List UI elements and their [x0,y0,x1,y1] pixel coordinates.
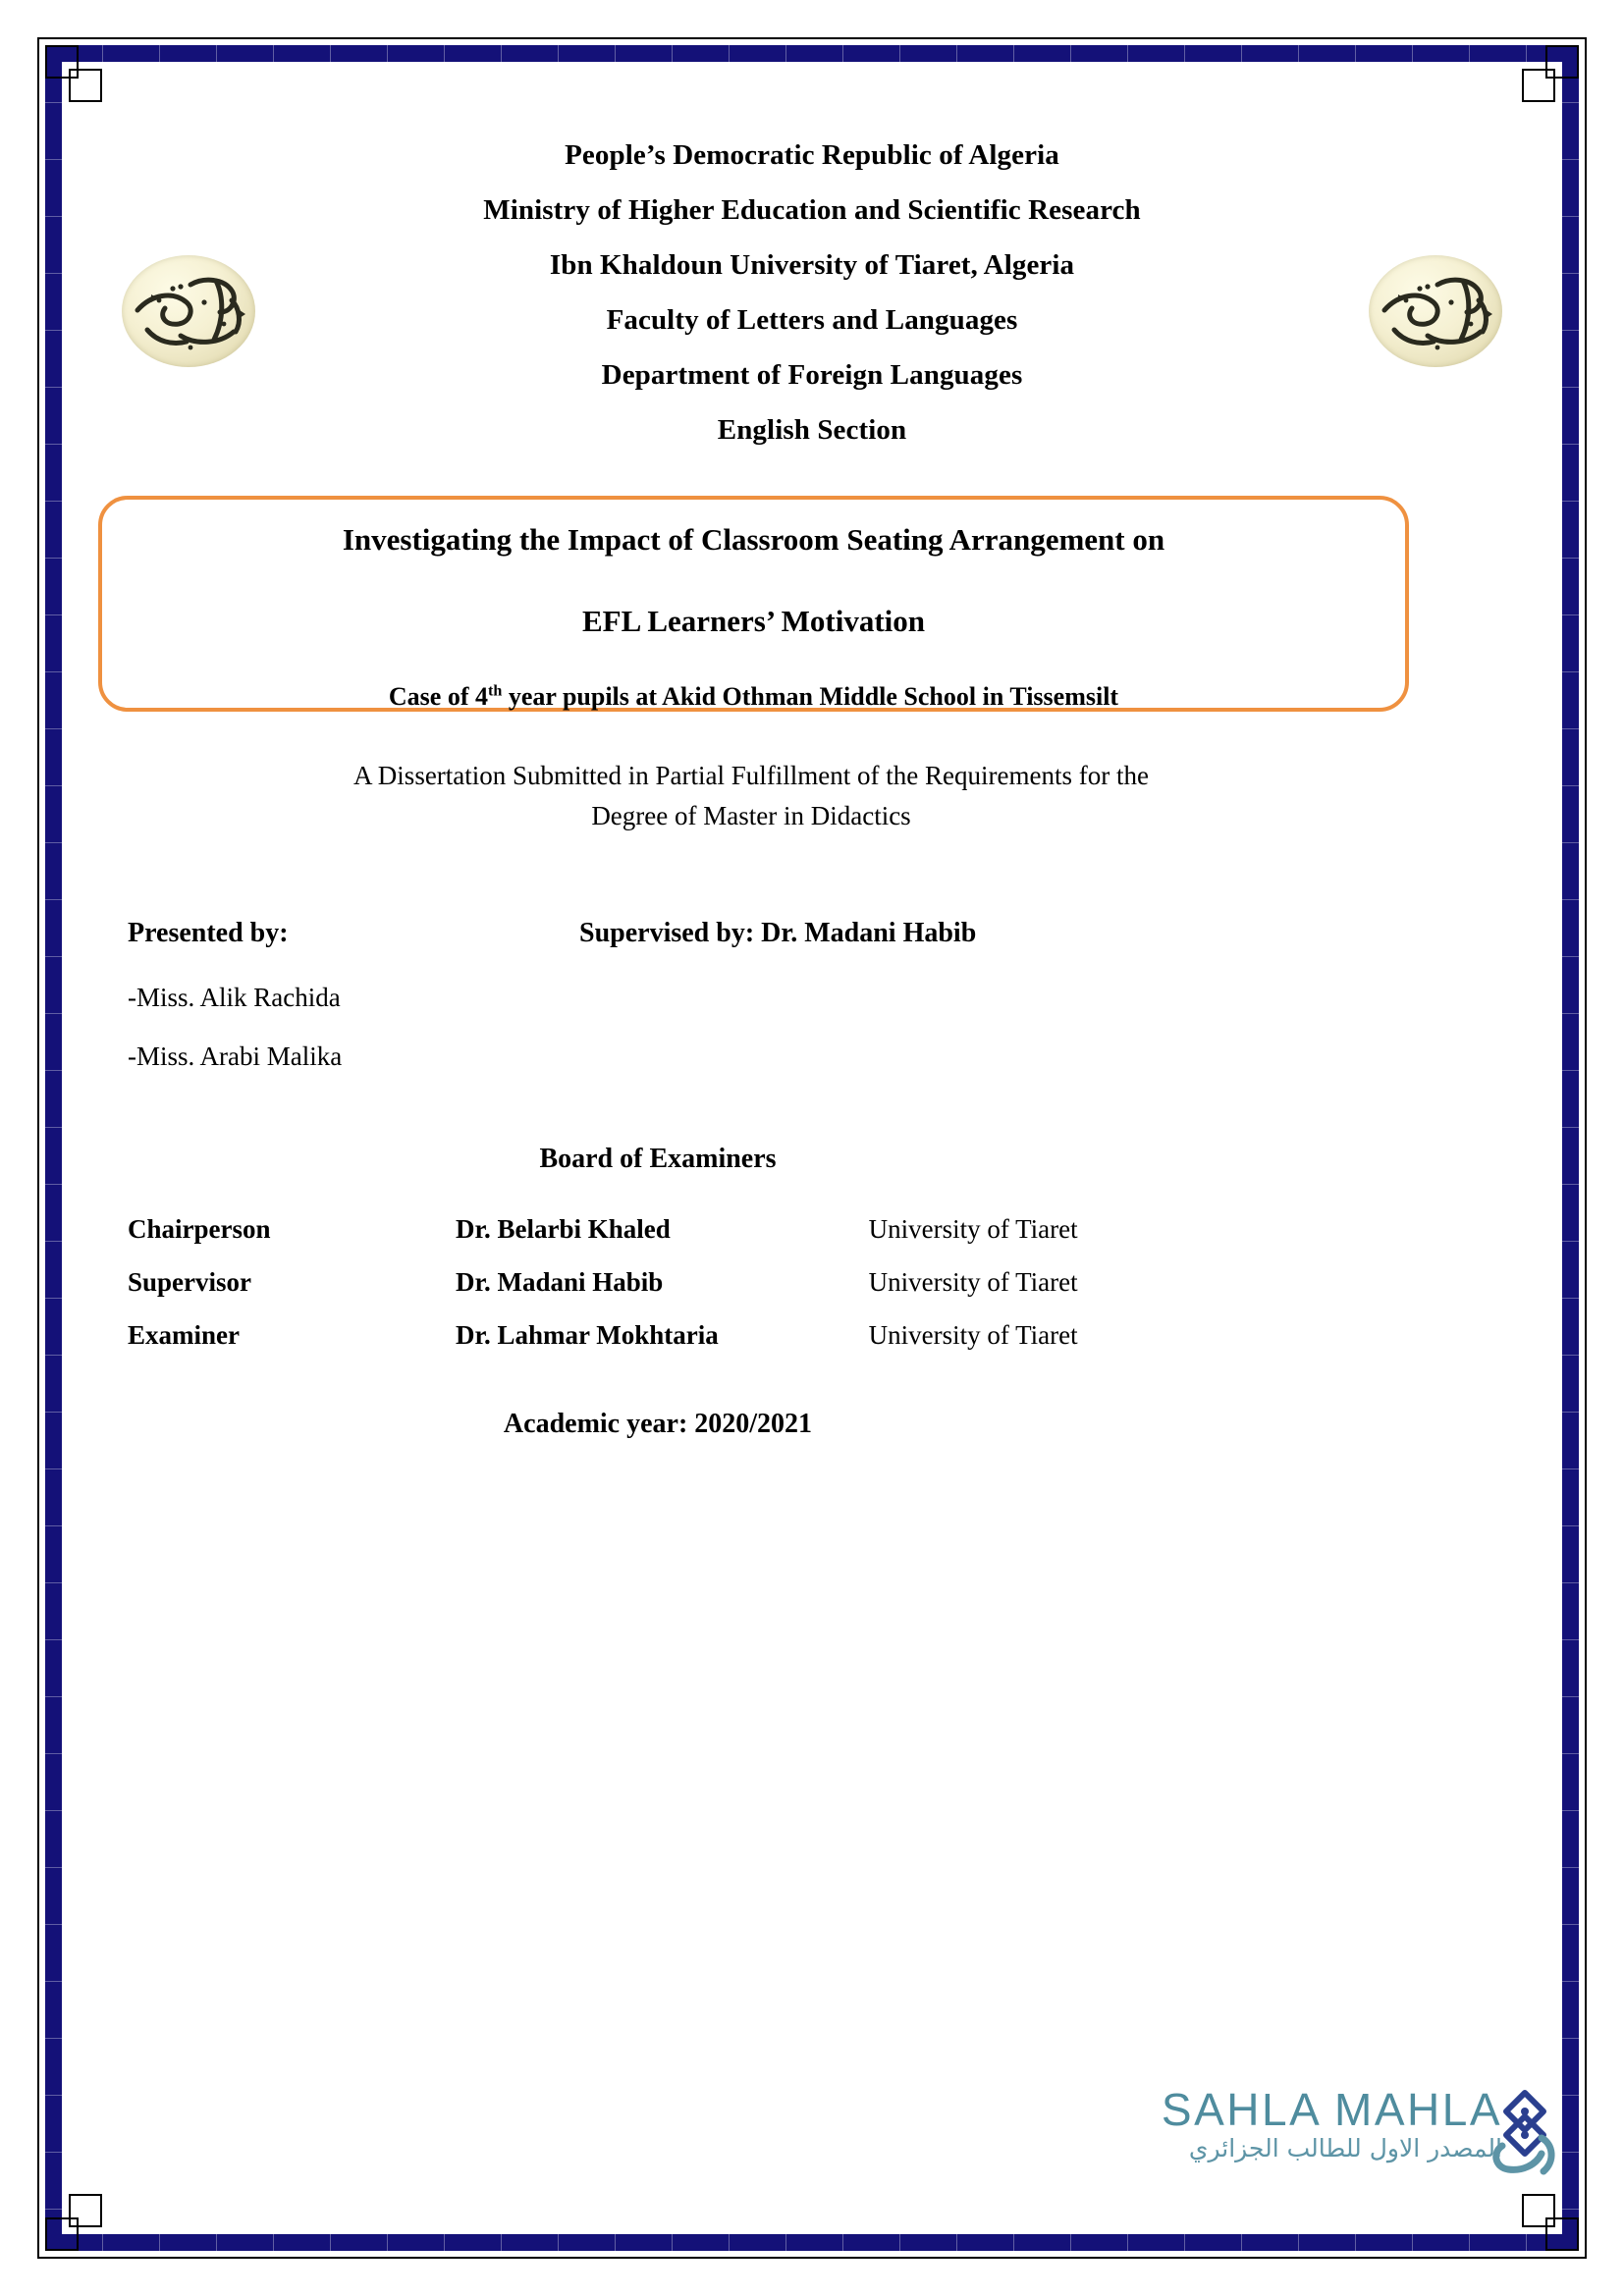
board-name-supervisor: Dr. Madani Habib [456,1266,664,1297]
student-name-2: -Miss. Arabi Malika [128,1041,343,1071]
header-line-department: Department of Foreign Languages [601,359,1023,391]
header-line-ministry: Ministry of Higher Education and Scientific Research [483,194,1141,226]
board-affiliation-examiner: University of Tiaret [868,1319,1078,1350]
header-line-country: People’s Democratic Republic of Algeria [565,139,1059,171]
corner-knot-top-right-outer [1545,45,1579,79]
board-name-chairperson: Dr. Belarbi Khaled [456,1213,671,1244]
board-name-examiner: Dr. Lahmar Mokhtaria [456,1319,719,1350]
board-role-supervisor: Supervisor [128,1266,252,1297]
case-rest: year pupils at Akid Othman Middle School in Tissemsilt [502,681,1119,711]
board-of-examiners-table [128,1202,1306,1362]
watermark-tagline-arabic: المصدر الاول للطالب الجزائري [1188,2134,1502,2163]
presented-by-label: Presented by: [128,918,289,948]
university-seal-left-icon [122,255,255,367]
cover-page-content [88,88,1536,2209]
watermark-brand-text: SAHLA MAHLA [1161,2084,1502,2135]
board-affiliation-supervisor: University of Tiaret [868,1266,1078,1297]
degree-statement [182,756,1321,836]
university-seal-right-icon [1369,255,1502,367]
board-role-examiner: Examiner [128,1319,240,1350]
case-ordinal-suffix: th [488,681,503,699]
table-row [128,1308,1306,1362]
sahla-mahla-logo-icon [1483,2087,1567,2181]
case-prefix: Case of 4 [388,681,488,711]
dissertation-title-box [98,496,1409,712]
corner-knot-top-left-outer [45,45,79,79]
table-row [128,1202,1306,1255]
header-line-section: English Section [717,414,907,446]
header-line-faculty: Faculty of Letters and Languages [606,304,1018,336]
corner-knot-bottom-left-outer [45,2217,79,2251]
sahla-mahla-watermark [1106,2083,1567,2191]
dissertation-title-line2: EFL Learners’ Motivation [582,603,925,638]
authorship-block [88,918,1536,1071]
dissertation-case-study [102,682,1405,712]
header-line-university: Ibn Khaldoun University of Tiaret, Algeria [549,249,1075,281]
degree-statement-line1: A Dissertation Submitted in Partial Fulfillment of the Requirements for the [353,761,1149,790]
student-name-1: -Miss. Alik Rachida [128,983,341,1012]
table-row [128,1255,1306,1308]
board-role-chairperson: Chairperson [128,1213,271,1244]
board-affiliation-chairperson: University of Tiaret [868,1213,1078,1244]
board-of-examiners-heading: Board of Examiners [539,1144,777,1174]
authorship-labels-row [88,918,1536,973]
academic-year: Academic year: 2020/2021 [503,1409,813,1439]
dissertation-title-line1: Investigating the Impact of Classroom Seating Arrangement on [342,522,1165,557]
institution-header [88,128,1536,457]
supervised-by-label: Supervised by: Dr. Madani Habib [579,918,977,948]
corner-knot-bottom-right-outer [1545,2217,1579,2251]
degree-statement-line2: Degree of Master in Didactics [591,801,911,830]
